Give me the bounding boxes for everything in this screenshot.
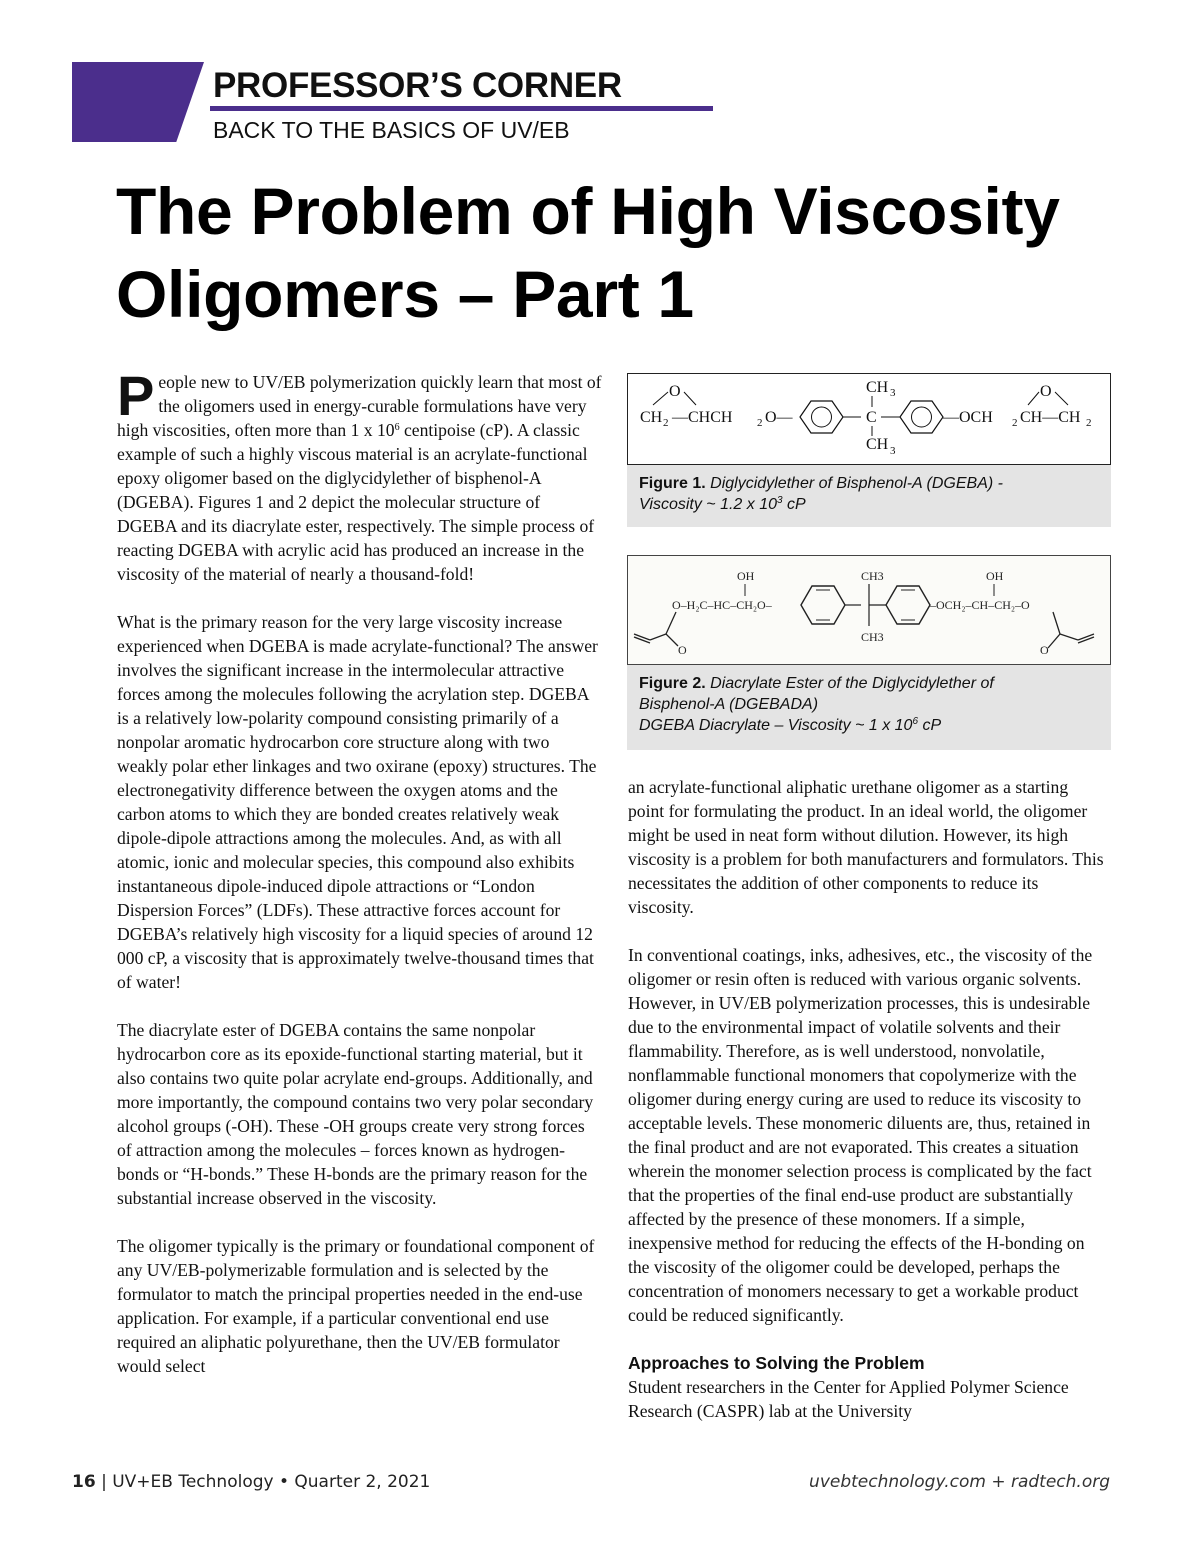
chem-left-chain: —CHCH [672,409,733,426]
superscript: 6 [394,422,400,433]
chem2-right-chain: –OCH₂–CH–CH₂–O [930,598,1030,612]
figure-2-structure [627,555,1111,665]
footer-separator: | [101,1472,107,1492]
chem-right-chain: —OCH [943,409,993,426]
chem2-o-left: O [678,643,687,657]
title-line-1: The Problem of High Viscosity [116,174,1060,248]
article-title [116,170,1136,336]
chem-right-ch: CH—CH [1020,409,1081,426]
chem-c-center: C [866,409,877,426]
figure-1-label: Figure 1. [639,475,706,492]
figure-2-label: Figure 2. [639,675,706,692]
figure-2-caption-line-1: Diacrylate Ester of the Diglycidylether of [710,675,994,692]
left-column [117,364,602,1402]
chem-sub3-top: 3 [890,387,896,399]
figure-1-structure [627,373,1111,465]
dgebada-structure-drawing [628,556,1109,663]
chem2-ch3-top: CH3 [861,569,884,583]
section-kicker: PROFESSOR’S CORNER [213,66,622,105]
chem2-left-chain: O–H₂C–HC–CH₂O– [672,598,772,612]
chem-ch3-top: CH [866,379,889,396]
dropcap: P [117,364,155,427]
paragraph-5: an acrylate-functional aliphatic urethane oligomer as a starting point for formulating the product. In an ideal world, the oligomer might be used in neat form without dilution. However, its high viscosity is a problem for both manufacturers and formulators. This necessitates the addition of other components to reduce its viscosity. [628,777,1104,917]
figure-1-caption-line-2: Viscosity ~ 1.2 x $10^3$ cP [639,495,806,513]
paragraph-7: Student researchers in the Center for Applied Polymer Science Research (CASPR) lab at the University [628,1377,1069,1421]
title-line-2: Oligomers – Part 1 [116,257,694,331]
figure-1-caption [627,465,1111,527]
paragraph-6: In conventional coatings, inks, adhesives, etc., the viscosity of the oligomer or resin often is reduced with various organic solvents. However, in UV/EB polymerization processes, this is undesirable due to the environmental impact of volatile solvents and their flammability. Therefore, as is well understood, nonvolatile, nonflammable functional monomers that copolymerize with the oligomer during energy curing are used to reduce its viscosity to acceptable levels. These monomeric diluents are, thus, retained in the final product and are not evaporated. This creates a situation wherein the monomer selection process is complicated by the fact that the properties of the final end-use product are substantially affected by the presence of these monomers. If a simple, inexpensive method for reducing the effects of the H-bonding on the viscosity of the oligomer could be developed, perhaps the concentration of monomers necessary to get a workable product could be reduced significantly. [628,945,1093,1325]
chem-ch-left: CH [640,409,663,426]
paragraph-1 [117,364,602,586]
chem-left-o: O— [765,409,793,426]
paragraph-1-text: eople new to UV/EB polymerization quickly learn that most of the oligomers used in energy-curable formulations have very high viscosities, often more than 1 x 10 [117,372,602,440]
paragraph-2: What is the primary reason for the very large viscosity increase experienced when DGEBA is made acrylate-functional? The answer involves the significant increase in the intermolecular attractive forces among the molecules following the acrylation step. DGEBA is a relatively low-polarity compound consisting primarily of a nonpolar aromatic hydrocarbon core structure along with two weakly polar ether linkages and two oxirane (epoxy) structures. The electronegativity difference between the oxygen atoms and the carbon atoms to which they are bonded creates relatively weak dipole-dipole attractions among the molecules. And, as with all atomic, ionic and molecular species, this compound also exhibits instantaneous dipole-induced dipole attractions or “London Dispersion Forces” (LDFs). These attractive forces account for DGEBA’s relatively high viscosity for a liquid species of around 12 000 cP, a viscosity that is approximately twelve-thousand times that of water! [117,612,598,992]
paragraph-1-end: centipoise (cP). A classic example of such a highly viscous material is an acrylate-functional epoxy oligomer based on the diglycidylether of bisphenol-A (DGEBA). Figures 1 and 2 depict the molecular structure of DGEBA and its diacrylate ester, respectively. The simple process of reacting DGEBA with acrylic acid has produced an increase in the viscosity of the material of nearly a thousand-fold! [117,420,595,584]
chem-ch3-bottom: CH [866,436,889,453]
chem2-oh-left: OH [737,569,755,583]
footer-websites: uvebtechnology.com + radtech.org [809,1472,1110,1492]
section-banner-block [72,62,204,142]
kicker-rule [210,106,713,111]
figure-2-caption [627,665,1111,750]
chem-sub2-d: 2 [1086,417,1092,429]
chem-o-right: O [1040,383,1052,400]
paragraph-4: The oligomer typically is the primary or foundational component of any UV/EB-polymerizable formulation and is selected by the formulator to match the principal properties needed in the end-use application. For example, if a particular conventional end use required an aliphatic polyurethane, then the UV/EB formulator would select [117,1236,595,1376]
chem-o-left: O [669,383,681,400]
chem2-o-right: O [1040,643,1049,657]
chem2-oh-right: OH [986,569,1004,583]
page-footer-left [72,1472,430,1492]
chem-sub2-b: 2 [757,417,763,429]
chem-sub3-bottom: 3 [890,445,896,457]
figure-2-caption-line-3: DGEBA Diacrylate – Viscosity ~ 1 x $10^6$ cP [639,716,942,734]
section-subkicker: BACK TO THE BASICS OF UV/EB [213,117,570,143]
section-subheading: Approaches to Solving the Problem [628,1353,925,1373]
figure-1-caption-line-1: Diglycidylether of Bisphenol-A (DGEBA) - [710,475,1003,492]
chem-sub2-c: 2 [1012,417,1018,429]
publication-name: UV+EB Technology • Quarter 2, 2021 [112,1472,431,1492]
figure-2-caption-line-2: Bisphenol-A (DGEBADA) [639,696,819,713]
dgeba-structure-drawing [628,374,1109,463]
chem-sub2-a: 2 [663,417,669,429]
paragraph-3: The diacrylate ester of DGEBA contains the same nonpolar hydrocarbon core as its epoxide-functional starting material, but it also contains two quite polar acrylate end-groups. Additionally, and more importantly, the compound contains two very polar secondary alcohol groups (-OH). These -OH groups create very strong forces of attraction among the molecules – forces known as hydrogen-bonds or “H-bonds.” These H-bonds are the primary reason for the substantial increase observed in the viscosity. [117,1020,594,1208]
chem2-ch3-bottom: CH3 [861,630,884,644]
right-column [628,775,1108,1447]
page-number: 16 [72,1472,96,1492]
